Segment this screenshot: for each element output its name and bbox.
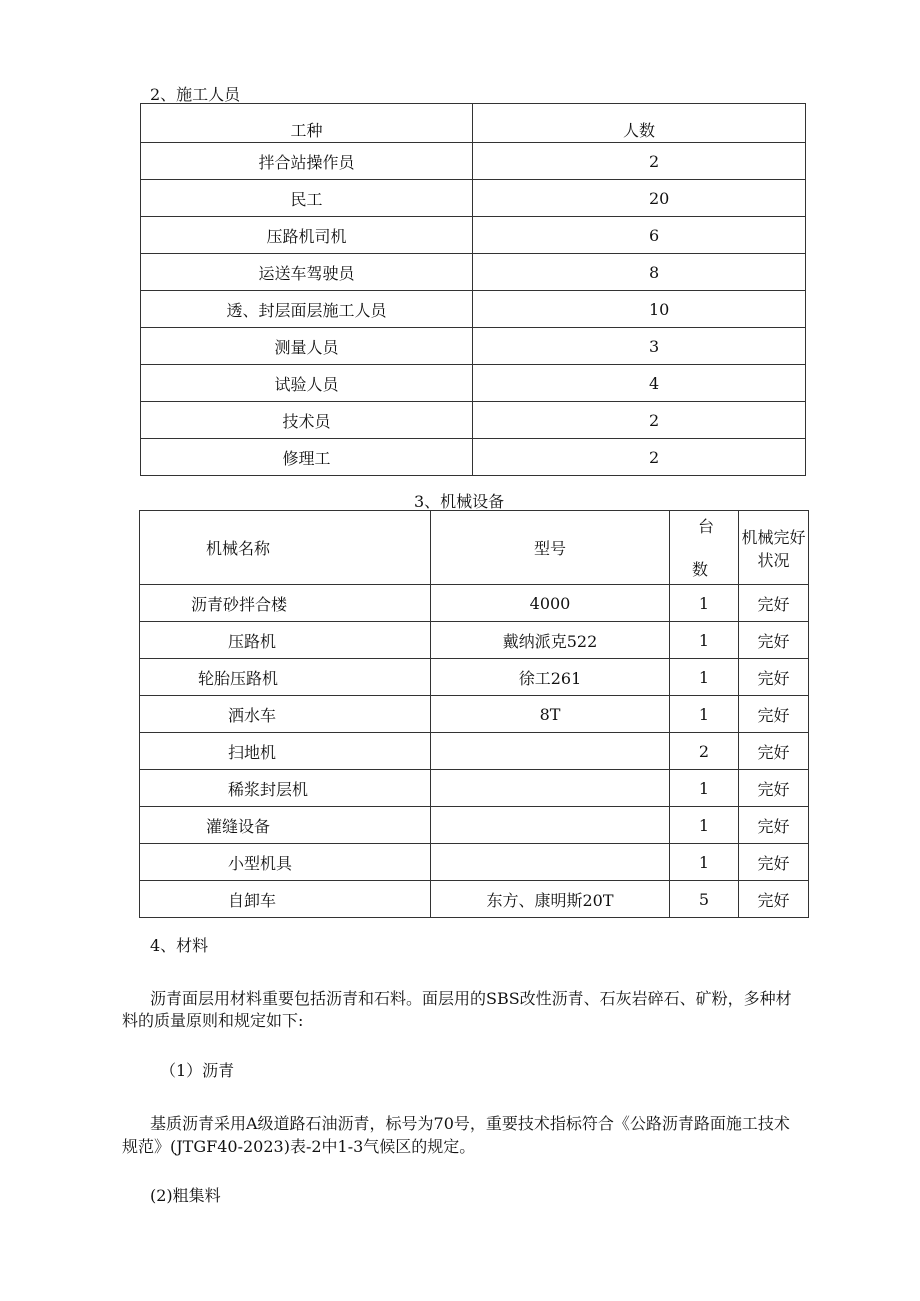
- machine-qty-cell: 1: [670, 807, 739, 844]
- staff-type-cell: 拌合站操作员: [141, 143, 473, 180]
- machine-qty-cell: 5: [670, 881, 739, 918]
- machine-section-heading: 3、机械设备: [414, 492, 505, 511]
- machine-qty-cell: 1: [670, 659, 739, 696]
- machine-header-qty-top: 台: [698, 517, 715, 536]
- machine-header-qty: [670, 511, 739, 585]
- machine-row: [140, 881, 809, 918]
- machine-name-cell: 洒水车: [140, 696, 431, 733]
- staff-type-cell: 运送车驾驶员: [141, 254, 473, 291]
- machine-model-cell: 戴纳派克522: [431, 622, 670, 659]
- machine-status-cell: 完好: [739, 770, 809, 807]
- staff-header-row: [141, 104, 806, 143]
- machine-row: [140, 659, 809, 696]
- staff-table: [140, 103, 806, 476]
- staff-count-cell: 4: [473, 365, 806, 402]
- machine-model-cell: [431, 770, 670, 807]
- machine-qty-cell: 1: [670, 622, 739, 659]
- staff-row: [141, 402, 806, 439]
- machine-status-cell: 完好: [739, 844, 809, 881]
- machine-row: [140, 844, 809, 881]
- staff-row: [141, 291, 806, 328]
- asphalt-line1: 基质沥青采用A级道路石油沥青，标号为70号，重要技术指标符合《公路沥青路面施工技术: [150, 1114, 790, 1133]
- staff-count-cell: 10: [473, 291, 806, 328]
- machine-status-cell: 完好: [739, 585, 809, 622]
- materials-intro-line1: 沥青面层用材料重要包括沥青和石料。面层用的SBS改性沥青、石灰岩碎石、矿粉，多种材: [150, 989, 792, 1008]
- machine-status-cell: 完好: [739, 696, 809, 733]
- machine-row: [140, 696, 809, 733]
- machine-header-status: 机械完好状况: [739, 511, 809, 585]
- machine-qty-cell: 1: [670, 844, 739, 881]
- staff-type-cell: 修理工: [141, 439, 473, 476]
- aggregate-heading: (2)粗集料: [150, 1186, 221, 1205]
- machine-header-model: 型号: [431, 511, 670, 585]
- staff-header-type: 工种: [141, 104, 473, 143]
- machine-header-name: 机械名称: [140, 511, 431, 585]
- machine-row: [140, 807, 809, 844]
- machine-qty-cell: 1: [670, 696, 739, 733]
- staff-type-cell: 压路机司机: [141, 217, 473, 254]
- asphalt-line2: 规范》(JTGF40-2023)表-2中1-3气候区的规定。: [122, 1137, 476, 1156]
- machine-model-cell: 8T: [431, 696, 670, 733]
- staff-count-cell: 3: [473, 328, 806, 365]
- machine-table: [139, 510, 809, 918]
- machine-model-cell: 4000: [431, 585, 670, 622]
- machine-model-cell: [431, 807, 670, 844]
- machine-name-cell: 自卸车: [140, 881, 431, 918]
- machine-name-cell: 小型机具: [140, 844, 431, 881]
- machine-status-cell: 完好: [739, 881, 809, 918]
- staff-row: [141, 254, 806, 291]
- machine-name-cell: 压路机: [140, 622, 431, 659]
- machine-header-qty-bottom: 数: [692, 560, 709, 579]
- staff-type-cell: 透、封层面层施工人员: [141, 291, 473, 328]
- asphalt-heading: （1）沥青: [160, 1061, 235, 1080]
- materials-intro-cont: [122, 1006, 842, 1036]
- machine-name-cell: 扫地机: [140, 733, 431, 770]
- staff-type-cell: 试验人员: [141, 365, 473, 402]
- staff-row: [141, 439, 806, 476]
- machine-status-cell: 完好: [739, 733, 809, 770]
- materials-heading: 4、材料: [150, 936, 209, 955]
- staff-count-cell: 6: [473, 217, 806, 254]
- machine-name-cell: 稀浆封层机: [140, 770, 431, 807]
- machine-model-cell: [431, 844, 670, 881]
- staff-row: [141, 328, 806, 365]
- staff-section-heading: 2、施工人员: [150, 85, 241, 104]
- staff-count-cell: 2: [473, 143, 806, 180]
- machine-row: [140, 733, 809, 770]
- asphalt-text-cont: [122, 1132, 842, 1162]
- staff-type-cell: 民工: [141, 180, 473, 217]
- staff-row: [141, 143, 806, 180]
- machine-row: [140, 770, 809, 807]
- machine-model-cell: 东方、康明斯20T: [431, 881, 670, 918]
- machine-name-cell: 轮胎压路机: [140, 659, 431, 696]
- machine-row: [140, 585, 809, 622]
- machine-qty-cell: 1: [670, 585, 739, 622]
- machine-qty-cell: 1: [670, 770, 739, 807]
- machine-name-cell: 灌缝设备: [140, 807, 431, 844]
- machine-status-cell: 完好: [739, 659, 809, 696]
- machine-status-cell: 完好: [739, 807, 809, 844]
- staff-count-cell: 8: [473, 254, 806, 291]
- machine-qty-cell: 2: [670, 733, 739, 770]
- staff-count-cell: 20: [473, 180, 806, 217]
- machine-status-cell: 完好: [739, 622, 809, 659]
- machine-name-cell: 沥青砂拌合楼: [140, 585, 431, 622]
- staff-row: [141, 217, 806, 254]
- staff-type-cell: 测量人员: [141, 328, 473, 365]
- materials-intro-line2: 料的质量原则和规定如下:: [122, 1011, 304, 1030]
- machine-model-cell: 徐工261: [431, 659, 670, 696]
- staff-row: [141, 365, 806, 402]
- staff-count-cell: 2: [473, 439, 806, 476]
- staff-count-cell: 2: [473, 402, 806, 439]
- staff-type-cell: 技术员: [141, 402, 473, 439]
- machine-header-row: [140, 511, 809, 585]
- staff-header-count: 人数: [473, 104, 806, 143]
- machine-row: [140, 622, 809, 659]
- staff-row: [141, 180, 806, 217]
- machine-model-cell: [431, 733, 670, 770]
